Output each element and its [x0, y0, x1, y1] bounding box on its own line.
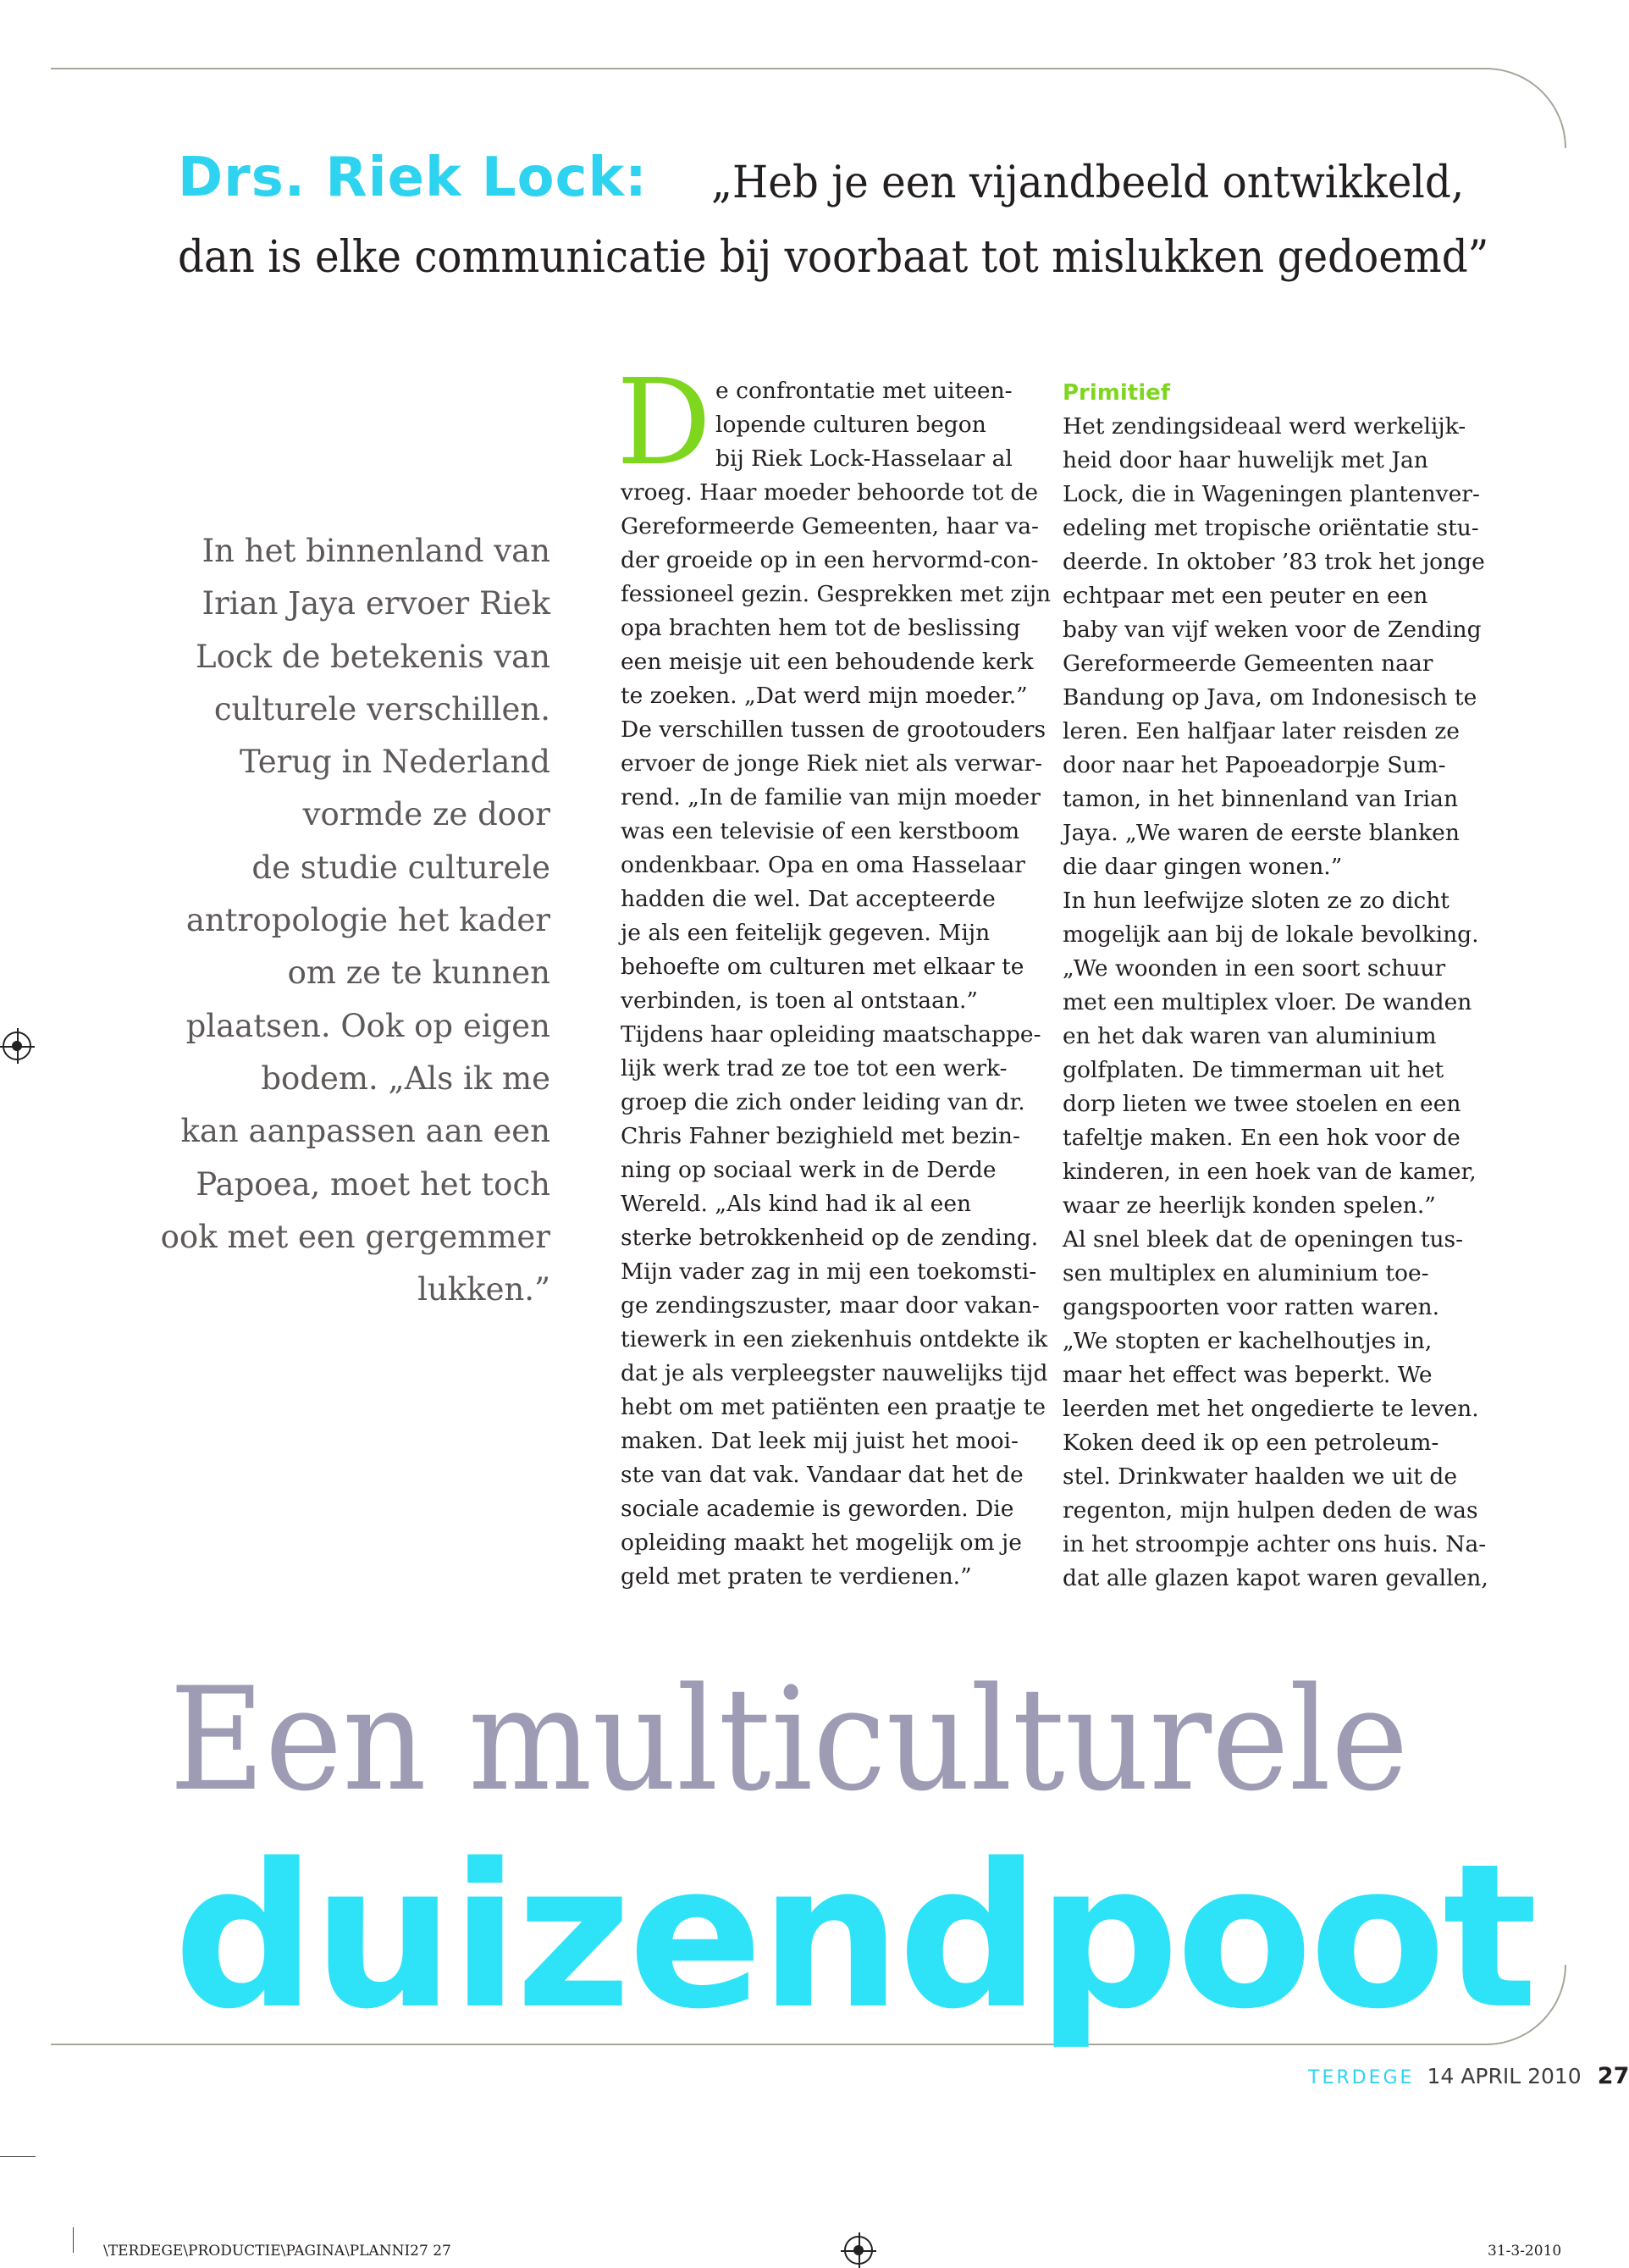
footer-magazine: TERDEGE — [1308, 2067, 1415, 2088]
text-line: der groeide op in een hervormd-con- — [621, 547, 1039, 573]
text-line: opa brachten hem tot de beslissing — [621, 615, 1021, 641]
article-title-line2: duizendpoot — [174, 1822, 1535, 2053]
text-line: hadden die wel. Dat accepteerde — [621, 886, 996, 912]
body-column-1 — [621, 374, 1074, 1594]
text-line: culturele verschillen. — [213, 690, 550, 727]
text-line: groep die zich onder leiding van dr. — [621, 1089, 1025, 1115]
text-line: Tijdens haar opleiding maatschappe- — [621, 1021, 1041, 1048]
text-line: hebt om met patiënten een praatje te — [621, 1394, 1046, 1420]
headline-name: Drs. Riek Lock: — [178, 147, 648, 209]
text-line: stel. Drinkwater haalden we uit de — [1063, 1463, 1458, 1490]
text-line: Gereformeerde Gemeenten, haar va- — [621, 513, 1040, 539]
text-line: vroeg. Haar moeder behoorde tot de — [621, 479, 1039, 506]
text-line: ervoer de jonge Riek niet als verwar- — [621, 750, 1043, 777]
text-line: edeling met tropische oriëntatie stu- — [1063, 515, 1479, 541]
text-line: fessioneel gezin. Gesprekken met zijn — [621, 581, 1052, 607]
text-line: lijk werk trad ze toe tot een werk- — [621, 1055, 1008, 1081]
text-line: kan aanpassen aan een — [180, 1113, 550, 1150]
text-line: behoefte om culturen met elkaar te — [621, 954, 1024, 980]
page-footer — [1308, 2065, 1629, 2088]
text-line: dat je als verpleegster nauwelijks tijd — [621, 1360, 1048, 1386]
text-line: Mijn vader zag in mij een toekomsti- — [621, 1258, 1037, 1285]
text-line: de studie culturele — [251, 849, 550, 886]
text-line: regenton, mijn hulpen deden de was — [1063, 1497, 1478, 1524]
text-line: vormde ze door — [302, 796, 550, 833]
text-line: Jaya. „We waren de eerste blanken — [1063, 820, 1460, 846]
footer-date: 14 APRIL 2010 — [1427, 2064, 1582, 2088]
text-line: die daar gingen wonen.” — [1063, 854, 1343, 880]
text-line: sen multiplex en aluminium toe- — [1063, 1260, 1429, 1286]
text-line: sociale academie is geworden. Die — [621, 1496, 1014, 1522]
print-slug-date: 31-3-2010 — [1488, 2243, 1562, 2260]
text-line: echtpaar met een peuter en een — [1063, 583, 1428, 609]
text-line: Wereld. „Als kind had ik al een — [621, 1191, 972, 1217]
text-line: en het dak waren van aluminium — [1063, 1023, 1437, 1049]
text-line: lopende culturen begon — [715, 412, 986, 438]
text-line: lukken.” — [417, 1271, 550, 1308]
subhead-primitief: Primitief — [1063, 380, 1171, 406]
text-line: een meisje uit een behoudende kerk — [621, 649, 1034, 675]
body-column-2 — [1063, 376, 1516, 1596]
text-line: deerde. In oktober ’83 trok het jonge — [1063, 549, 1485, 575]
text-line: Chris Fahner bezighield met bezin- — [621, 1123, 1020, 1149]
text-line: met een multiplex vloer. De wanden — [1063, 989, 1472, 1015]
text-line: Bandung op Java, om Indonesisch te — [1063, 684, 1477, 711]
text-line: bij Riek Lock-Hasselaar al — [715, 445, 1013, 472]
text-line: In het binnenland van — [202, 533, 550, 569]
text-line: De verschillen tussen de grootouders — [621, 716, 1046, 743]
text-line: Het zendingsideaal werd werkelijk- — [1063, 413, 1466, 440]
text-line: maar het effect was beperkt. We — [1063, 1362, 1433, 1388]
text-line: Al snel bleek dat de openingen tus- — [1063, 1226, 1464, 1253]
text-line: rend. „In de familie van mijn moeder — [621, 784, 1041, 810]
text-line: was een televisie of een kerstboom — [621, 818, 1020, 844]
text-line: baby van vijf weken voor de Zending — [1063, 617, 1482, 643]
text-line: plaatsen. Ook op eigen — [185, 1007, 550, 1044]
text-line: je als een feitelijk gegeven. Mijn — [621, 920, 991, 946]
text-line: heid door haar huwelijk met Jan — [1063, 447, 1428, 473]
text-line: waar ze heerlijk konden spelen.” — [1063, 1192, 1436, 1219]
headline-quote-line2: dan is elke communicatie bij voorbaat tot mislukken gedoemd” — [178, 232, 1489, 283]
text-line: „We stopten er kachelhoutjes in, — [1063, 1328, 1433, 1354]
dropcap: D — [616, 354, 712, 492]
page-number: 27 — [1597, 2063, 1629, 2089]
text-line: e confrontatie met uiteen- — [715, 378, 1013, 404]
text-line: Lock de betekenis van — [196, 638, 550, 675]
text-line: Gereformeerde Gemeenten naar — [1063, 650, 1433, 677]
text-line: te zoeken. „Dat werd mijn moeder.” — [621, 683, 1028, 709]
registration-mark-icon — [844, 2236, 873, 2265]
trim-mark — [73, 2227, 74, 2253]
print-slug-path: \TERDEGE\PRODUCTIE\PAGINA\PLANNI27 27 — [103, 2243, 451, 2260]
text-line: in het stroompje achter ons huis. Na- — [1063, 1531, 1487, 1557]
text-line: Koken deed ik op een petroleum- — [1063, 1430, 1439, 1456]
article-title-line1: Een multiculturele — [169, 1657, 1409, 1823]
text-line: opleiding maakt het mogelijk om je — [621, 1530, 1022, 1556]
text-line: golfplaten. De timmerman uit het — [1063, 1057, 1444, 1083]
text-line: door naar het Papoeadorpje Sum- — [1063, 752, 1446, 778]
text-line: bodem. „Als ik me — [261, 1059, 550, 1097]
text-line: In hun leefwijze sloten ze zo dicht — [1063, 888, 1450, 914]
text-line: gangspoorten voor ratten waren. — [1063, 1294, 1439, 1320]
text-line: sterke betrokkenheid op de zending. — [621, 1225, 1039, 1251]
text-line: ondenkbaar. Opa en oma Hasselaar — [621, 852, 1025, 878]
registration-mark-icon — [3, 1032, 31, 1060]
text-line: om ze te kunnen — [287, 954, 550, 992]
text-line: Terug in Nederland — [239, 744, 550, 781]
headline-quote-line1: „Heb je een vijandbeeld ontwikkeld, — [711, 158, 1465, 208]
text-line: antropologie het kader — [185, 902, 550, 939]
text-line: verbinden, is toen al ontstaan.” — [621, 987, 978, 1014]
text-line: tamon, in het binnenland van Irian — [1063, 786, 1459, 812]
text-line: leren. Een halfjaar later reisden ze — [1063, 718, 1460, 744]
text-line: ste van dat vak. Vandaar dat het de — [621, 1462, 1024, 1488]
intro-paragraph — [127, 525, 550, 1316]
text-line: Irian Jaya ervoer Riek — [202, 585, 550, 622]
text-line: maken. Dat leek mij juist het mooi- — [621, 1428, 1019, 1454]
text-line: geld met praten te verdienen.” — [621, 1563, 972, 1590]
text-line: dat alle glazen kapot waren gevallen, — [1063, 1565, 1488, 1591]
trim-mark — [0, 2156, 36, 2157]
text-line: dorp lieten we twee stoelen en een — [1063, 1091, 1461, 1117]
text-line: „We woonden in een soort schuur — [1063, 955, 1446, 982]
text-line: leerden met het ongedierte te leven. — [1063, 1396, 1479, 1422]
text-line: ook met een gergemmer — [160, 1218, 550, 1255]
text-line: Lock, die in Wageningen plantenver- — [1063, 481, 1480, 507]
text-line: mogelijk aan bij de lokale bevolking. — [1063, 921, 1479, 948]
text-line: ning op sociaal werk in de Derde — [621, 1157, 997, 1183]
text-line: ge zendingszuster, maar door vakan- — [621, 1292, 1040, 1319]
top-frame-line — [51, 68, 1566, 148]
text-line: tafeltje maken. En een hok voor de — [1063, 1125, 1461, 1151]
text-line: Papoea, moet het toch — [196, 1165, 550, 1203]
text-line: tiewerk in een ziekenhuis ontdekte ik — [621, 1326, 1048, 1353]
text-line: kinderen, in een hoek van de kamer, — [1063, 1159, 1477, 1185]
